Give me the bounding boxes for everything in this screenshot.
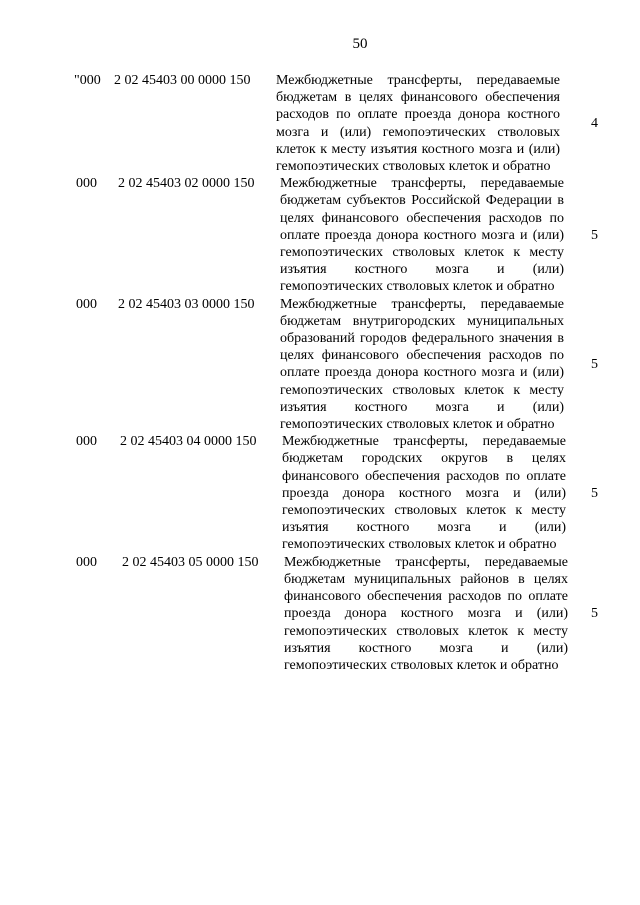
table-row [76, 554, 616, 674]
revenue-name: Межбюджетные трансферты, передаваемые бюджетам городских округов в целях финансового обеспечения расходов по оплате проезда донора костного мозга и (или) гемопоэтических стволовых клеток к месту изъятия костного мозга и (или) гемопоэтических стволовых клеток и обратно [282, 434, 566, 553]
table-row [76, 72, 616, 175]
admin-code: 000 [76, 434, 97, 450]
revenue-name: Межбюджетные трансферты, передаваемые бюджетам муниципальных районов в целях финансового обеспечения расходов по оплате проезда донора костного мозга и (или) гемопоэтических стволовых клеток к месту изъятия костного мозга и (или) гемопоэтических стволовых клеток и обратно [284, 554, 568, 673]
revenue-name: Межбюджетные трансферты, передаваемые бюджетам субъектов Российской Федерации в целях финансового обеспечения расходов по оплате проезда донора костного мозга и (или) гемопоэтических стволовых клеток к месту изъятия костного мозга и (или) гемопоэтических стволовых клеток и обратно [280, 176, 564, 295]
budget-classification-code: 2 02 45403 04 0000 150 [120, 434, 257, 450]
table-row [76, 433, 616, 553]
admin-code: 000 [76, 176, 97, 192]
norm-value: 5 [591, 356, 598, 372]
table-row [76, 175, 616, 295]
budget-classification-table [76, 72, 616, 674]
norm-value: 4 [591, 116, 598, 131]
budget-classification-code: 2 02 45403 00 0000 150 [114, 73, 251, 88]
table-row [76, 296, 616, 434]
admin-code: 000 [76, 554, 97, 570]
budget-classification-code: 2 02 45403 03 0000 150 [118, 296, 255, 312]
revenue-name: Межбюджетные трансферты, передаваемые бюджетам внутригородских муниципальных образований городов федерального значения в целях финансового обеспечения расходов по оплате проезда донора костного мозга и (или) гемопоэтических стволовых клеток к месту изъятия костного мозга и (или) гемопоэтических стволовых клеток и обратно [280, 296, 564, 433]
budget-classification-code: 2 02 45403 02 0000 150 [118, 176, 255, 192]
admin-code: "000 [74, 73, 101, 88]
norm-value: 5 [591, 227, 598, 243]
norm-value: 5 [591, 606, 598, 622]
page-number: 50 [352, 36, 368, 52]
budget-classification-code: 2 02 45403 05 0000 150 [122, 554, 259, 570]
norm-value: 5 [591, 485, 598, 501]
admin-code: 000 [76, 296, 97, 312]
revenue-name: Межбюджетные трансферты, передаваемые бюджетам в целях финансового обеспечения расходов по оплате проезда донора костного мозга и (или) гемопоэтических стволовых клеток к месту изъятия костного мозга и (или) гемопоэтических стволовых клеток и обратно [276, 73, 560, 175]
